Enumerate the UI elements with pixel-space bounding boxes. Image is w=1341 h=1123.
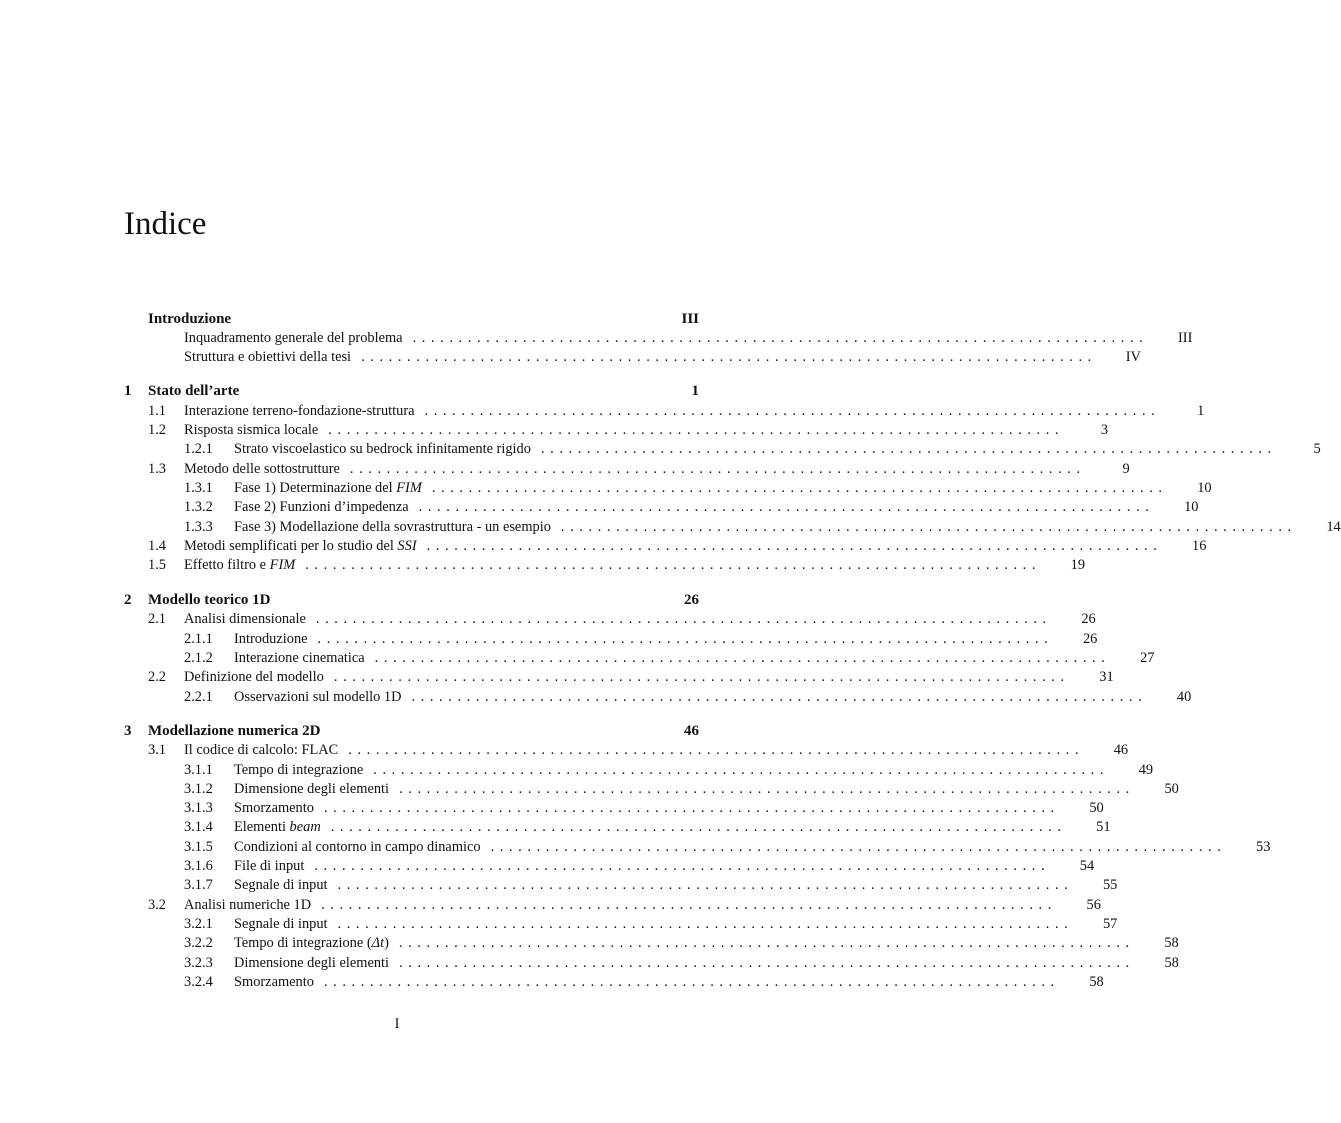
toc-entry[interactable] [124, 761, 1154, 780]
toc-entry-page: 16 [1192, 538, 1207, 554]
toc-entry-title: File di input [234, 858, 305, 874]
page-number: I [394, 1016, 400, 1032]
toc-leader-dots: ................................................................................ [323, 800, 1060, 816]
toc-entry[interactable] [124, 934, 1179, 953]
toc-entry-title: Dimensione degli elementi [234, 955, 390, 971]
toc-leader-dots: ................................................................................ [560, 519, 1297, 535]
toc-entry-title-italic: beam [289, 819, 321, 835]
toc-entry-number: 2.1 [148, 611, 166, 627]
toc-entry[interactable] [124, 741, 1129, 760]
toc-entry-title: Introduzione [148, 311, 232, 327]
toc-leader-dots: ................................................................................ [337, 877, 1074, 893]
toc-entry-title-italic: Δt [371, 935, 385, 951]
toc-entry[interactable] [124, 479, 1212, 498]
toc-leader-dots: ................................................................................ [321, 897, 1057, 913]
toc-leader-dots: ................................................................................ [398, 935, 1135, 951]
toc-entry-number: 3.1 [148, 742, 166, 758]
toc-entry-page: 10 [1197, 480, 1212, 496]
toc-entry-title: Interazione terreno-fondazione-struttura [184, 403, 415, 419]
toc-entry-page: 53 [1256, 839, 1271, 855]
toc-leader-dots: ................................................................................ [424, 403, 1161, 419]
toc-entry[interactable] [124, 421, 1109, 440]
toc-entry-title: Fase 3) Modellazione della sovrastruttura - un esempio [234, 519, 551, 535]
toc-entry-page: 55 [1102, 877, 1118, 893]
toc-chapter-entry[interactable] [124, 382, 699, 401]
toc-leader-dots: ................................................................................ [337, 916, 1074, 932]
toc-entry-title: Segnale di input [234, 877, 328, 893]
toc-entry-title: Effetto filtro e FIM [184, 557, 296, 573]
toc-leader-dots: ................................................................................ [411, 689, 1148, 705]
toc-entry-title: Metodo delle sottostrutture [184, 461, 340, 477]
toc-entry-number: 3.1.4 [184, 819, 213, 835]
toc-entry-page: IV [1125, 349, 1141, 365]
toc-entry-page: 51 [1096, 819, 1111, 835]
toc-entry-title: Interazione cinematica [234, 650, 365, 666]
toc-entry-title: Il codice di calcolo: FLAC [184, 742, 339, 758]
toc-entry-number: 2.2.1 [184, 689, 213, 705]
toc-entry-page: 9 [1122, 461, 1130, 477]
toc-entry[interactable] [124, 348, 1141, 367]
toc-entry[interactable] [124, 630, 1098, 649]
toc-entry-page: 26 [1082, 631, 1098, 647]
toc-entry-page: 50 [1089, 800, 1104, 816]
toc-entry[interactable] [124, 518, 1341, 537]
toc-entry-page: 1 [691, 383, 699, 399]
toc-entry-number: 1.2.1 [184, 441, 213, 457]
toc-entry-number: 1.4 [148, 538, 166, 554]
toc-entry-number: 1.3.3 [184, 519, 213, 535]
toc-leader-dots: ................................................................................ [418, 499, 1155, 515]
toc-entry-page: 57 [1102, 916, 1118, 932]
toc-entry-title: Definizione del modello [184, 669, 324, 685]
toc-leader-dots: ................................................................................ [305, 557, 1042, 573]
toc-entry[interactable] [124, 799, 1104, 818]
toc-entry-page: 10 [1184, 499, 1199, 515]
toc-leader-dots: ................................................................................ [317, 631, 1054, 647]
toc-entry-page: III [1177, 330, 1193, 346]
toc-entry-title-italic: SSI [397, 538, 417, 554]
toc-leader-dots: ................................................................................ [399, 955, 1135, 971]
toc-entry-number: 3.1.2 [184, 781, 213, 797]
toc-entry[interactable] [124, 460, 1130, 479]
toc-leader-dots: ................................................................................ [314, 858, 1051, 874]
toc-entry-number: 1 [124, 383, 132, 399]
toc-entry-page: 31 [1099, 669, 1114, 685]
toc-entry-page: III [681, 311, 699, 327]
toc-entry-number: 3.1.6 [184, 858, 213, 874]
toc-entry[interactable] [124, 556, 1086, 575]
toc-entry-page: 26 [684, 592, 699, 608]
toc-entry-title: Modellazione numerica 2D [148, 723, 321, 739]
toc-leader-dots: ................................................................................ [373, 762, 1110, 778]
toc-entry-page: 50 [1164, 781, 1179, 797]
toc-entry[interactable] [124, 838, 1271, 857]
toc-leader-dots: ................................................................................ [490, 839, 1227, 855]
toc-entry-title: Tempo di integrazione [234, 762, 364, 778]
toc-entry-number: 1.3.2 [184, 499, 213, 515]
toc-entry[interactable] [124, 954, 1179, 973]
toc-entry-number: 3.2.2 [184, 935, 213, 951]
toc-leader-dots: ................................................................................ [328, 422, 1065, 438]
toc-entry[interactable] [124, 498, 1199, 517]
toc-entry-number: 3.2.3 [184, 955, 213, 971]
toc-entry-page: 46 [1113, 742, 1129, 758]
toc-entry-title: Risposta sismica locale [184, 422, 319, 438]
toc-entry-page: 54 [1079, 858, 1095, 874]
toc-entry[interactable] [124, 818, 1111, 837]
toc-entry[interactable] [124, 915, 1118, 934]
toc-leader-dots: ................................................................................ [374, 650, 1111, 666]
toc-entry-title: Condizioni al contorno in campo dinamico [234, 839, 481, 855]
toc-entry-number: 2.1.1 [184, 631, 213, 647]
page-title: Indice [124, 206, 207, 242]
toc-entry-page: 27 [1140, 650, 1155, 666]
toc-entry[interactable] [124, 973, 1104, 992]
toc-entry-number: 1.3.1 [184, 480, 213, 496]
toc-entry-page: 40 [1176, 689, 1192, 705]
toc-entry-page: 58 [1164, 935, 1179, 951]
toc-entry-page: 58 [1164, 955, 1179, 971]
toc-entry-title: Dimensione degli elementi [234, 781, 390, 797]
toc-entry[interactable] [124, 649, 1155, 668]
toc-leader-dots: ................................................................................ [412, 330, 1149, 346]
toc-leader-dots: ................................................................................ [330, 819, 1067, 835]
toc-entry-number: 3.1.1 [184, 762, 213, 778]
toc-entry[interactable] [124, 537, 1207, 556]
toc-leader-dots: ................................................................................ [361, 349, 1097, 365]
toc-chapter-entry[interactable] [124, 310, 699, 329]
toc-entry-number: 3.1.3 [184, 800, 213, 816]
toc-entry-title: Analisi numeriche 1D [184, 897, 312, 913]
toc-entry[interactable] [124, 876, 1118, 895]
toc-leader-dots: ................................................................................ [399, 781, 1135, 797]
toc-entry-number: 3.2 [148, 897, 166, 913]
toc-entry-title: Metodi semplificati per lo studio del SSI [184, 538, 417, 554]
toc-leader-dots: ................................................................................ [315, 611, 1052, 627]
toc-entry-number: 1.5 [148, 557, 166, 573]
toc-entry-number: 2 [124, 592, 132, 608]
toc-entry-page: 19 [1070, 557, 1086, 573]
toc-entry-number: 2.1.2 [184, 650, 213, 666]
toc-leader-dots: ................................................................................ [540, 441, 1277, 457]
toc-entry-title: Smorzamento [234, 800, 314, 816]
toc-entry[interactable] [124, 780, 1179, 799]
toc-entry-number: 3 [124, 723, 132, 739]
toc-entry[interactable] [124, 610, 1096, 629]
toc-entry-title: Elementi beam [234, 819, 321, 835]
toc-entry[interactable] [124, 440, 1321, 459]
toc-entry-title: Fase 2) Funzioni d’impedenza [234, 499, 409, 515]
toc-entry-page: 49 [1138, 762, 1154, 778]
toc-entry[interactable] [124, 896, 1101, 915]
toc-entry-page: 1 [1197, 403, 1205, 419]
toc-leader-dots: ................................................................................ [431, 480, 1168, 496]
toc-entry-title: Tempo di integrazione (Δt) [234, 935, 389, 951]
toc-entry-title: Fase 1) Determinazione del FIM [234, 480, 422, 496]
toc-entry-number: 3.2.1 [184, 916, 213, 932]
toc-entry[interactable] [124, 857, 1095, 876]
toc-entry-title: Analisi dimensionale [184, 611, 306, 627]
toc-entry-title: Osservazioni sul modello 1D [234, 689, 402, 705]
toc-entry-title: Introduzione [234, 631, 308, 647]
toc-entry-number: 1.3 [148, 461, 166, 477]
toc-leader-dots: ................................................................................ [426, 538, 1163, 554]
toc-entry[interactable] [124, 688, 1192, 707]
toc-entry-page: 26 [1081, 611, 1096, 627]
toc-entry[interactable] [124, 402, 1205, 421]
toc-entry-number: 3.1.5 [184, 839, 213, 855]
toc-entry-number: 3.2.4 [184, 974, 213, 990]
toc-leader-dots: ................................................................................ [348, 742, 1085, 758]
toc-entry-title: Inquadramento generale del problema [184, 330, 403, 346]
toc-entry-page: 14 [1326, 519, 1341, 535]
toc-entry-page: 5 [1313, 441, 1321, 457]
toc-chapter-entry[interactable] [124, 591, 699, 610]
toc-entry-page: 46 [684, 723, 699, 739]
toc-entry-title: Struttura e obiettivi della tesi [184, 349, 352, 365]
toc-entry-title: Smorzamento [234, 974, 314, 990]
toc-entry-number: 1.1 [148, 403, 166, 419]
toc-entry-page: 58 [1089, 974, 1104, 990]
toc-entry-title: Stato dell’arte [148, 383, 240, 399]
toc-entry-title: Strato viscoelastico su bedrock infinitamente rigido [234, 441, 531, 457]
toc-entry-title-italic: FIM [396, 480, 422, 496]
toc-leader-dots: ................................................................................ [349, 461, 1086, 477]
toc-entry-number: 3.1.7 [184, 877, 213, 893]
toc-entry-title: Modello teorico 1D [148, 592, 271, 608]
toc-entry-page: 3 [1100, 422, 1109, 438]
toc-entry-title: Segnale di input [234, 916, 328, 932]
toc-leader-dots: ................................................................................ [333, 669, 1070, 685]
toc-entry-page: 56 [1086, 897, 1101, 913]
toc-entry-number: 2.2 [148, 669, 166, 685]
toc-entry-number: 1.2 [148, 422, 166, 438]
toc-entry[interactable] [124, 329, 1193, 348]
toc-entry-title-italic: FIM [269, 557, 296, 573]
toc-entry[interactable] [124, 668, 1114, 687]
toc-chapter-entry[interactable] [124, 722, 699, 741]
toc-leader-dots: ................................................................................ [323, 974, 1060, 990]
